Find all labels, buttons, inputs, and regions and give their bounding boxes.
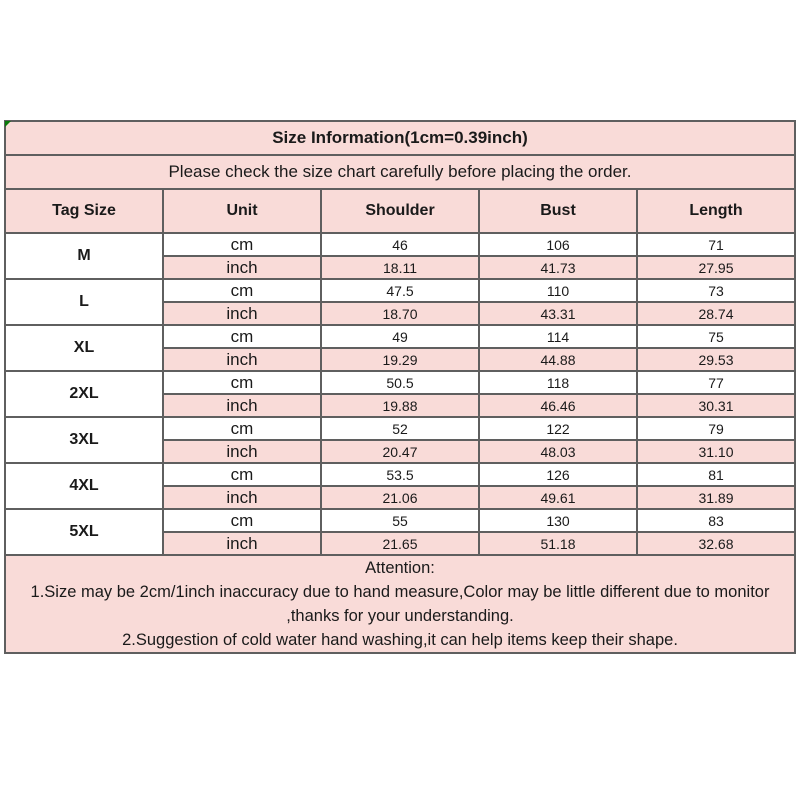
tag-size-4xl: 4XL bbox=[5, 463, 163, 509]
value-bust: 46.46 bbox=[479, 394, 637, 417]
value-length: 71 bbox=[637, 233, 795, 256]
row-5xl-cm bbox=[5, 509, 795, 532]
unit-label: cm bbox=[163, 371, 321, 394]
value-shoulder: 50.5 bbox=[321, 371, 479, 394]
attention-block bbox=[5, 555, 795, 653]
value-length: 83 bbox=[637, 509, 795, 532]
value-bust: 106 bbox=[479, 233, 637, 256]
value-length: 81 bbox=[637, 463, 795, 486]
tag-size-m: M bbox=[5, 233, 163, 279]
value-length: 75 bbox=[637, 325, 795, 348]
value-length: 32.68 bbox=[637, 532, 795, 555]
column-header-bust: Bust bbox=[479, 189, 637, 233]
value-shoulder: 52 bbox=[321, 417, 479, 440]
value-bust: 51.18 bbox=[479, 532, 637, 555]
value-shoulder: 20.47 bbox=[321, 440, 479, 463]
column-header-shoulder: Shoulder bbox=[321, 189, 479, 233]
unit-label: cm bbox=[163, 463, 321, 486]
value-bust: 114 bbox=[479, 325, 637, 348]
row-xl-cm bbox=[5, 325, 795, 348]
unit-label: inch bbox=[163, 348, 321, 371]
value-shoulder: 18.11 bbox=[321, 256, 479, 279]
column-header-length: Length bbox=[637, 189, 795, 233]
attention-row bbox=[5, 555, 795, 653]
value-shoulder: 47.5 bbox=[321, 279, 479, 302]
tag-size-2xl: 2XL bbox=[5, 371, 163, 417]
unit-label: inch bbox=[163, 302, 321, 325]
unit-label: inch bbox=[163, 394, 321, 417]
column-header-row bbox=[5, 189, 795, 233]
row-m-cm bbox=[5, 233, 795, 256]
value-shoulder: 21.06 bbox=[321, 486, 479, 509]
attention-line-1: 1.Size may be 2cm/1inch inaccuracy due to hand measure,Color may be little different due to monitor bbox=[30, 583, 770, 601]
value-bust: 130 bbox=[479, 509, 637, 532]
table-subtitle: Please check the size chart carefully before placing the order. bbox=[5, 155, 795, 189]
value-shoulder: 21.65 bbox=[321, 532, 479, 555]
row-2xl-cm bbox=[5, 371, 795, 394]
value-length: 79 bbox=[637, 417, 795, 440]
unit-label: cm bbox=[163, 417, 321, 440]
unit-label: inch bbox=[163, 256, 321, 279]
tag-size-l: L bbox=[5, 279, 163, 325]
size-table bbox=[4, 120, 796, 654]
value-shoulder: 19.88 bbox=[321, 394, 479, 417]
tag-size-3xl: 3XL bbox=[5, 417, 163, 463]
attention-line-2: ,thanks for your understanding. bbox=[286, 607, 514, 625]
attention-line-3: 2.Suggestion of cold water hand washing,it can help items keep their shape. bbox=[122, 631, 678, 649]
value-bust: 110 bbox=[479, 279, 637, 302]
column-header-unit: Unit bbox=[163, 189, 321, 233]
table-subtitle-row bbox=[5, 155, 795, 189]
value-shoulder: 19.29 bbox=[321, 348, 479, 371]
value-shoulder: 49 bbox=[321, 325, 479, 348]
row-3xl-cm bbox=[5, 417, 795, 440]
value-bust: 43.31 bbox=[479, 302, 637, 325]
value-shoulder: 18.70 bbox=[321, 302, 479, 325]
value-length: 31.89 bbox=[637, 486, 795, 509]
value-shoulder: 55 bbox=[321, 509, 479, 532]
row-4xl-cm bbox=[5, 463, 795, 486]
column-header-tag-size: Tag Size bbox=[5, 189, 163, 233]
value-bust: 44.88 bbox=[479, 348, 637, 371]
value-bust: 49.61 bbox=[479, 486, 637, 509]
table-title-row bbox=[5, 121, 795, 155]
value-bust: 126 bbox=[479, 463, 637, 486]
tag-size-xl: XL bbox=[5, 325, 163, 371]
size-table-container bbox=[4, 120, 796, 654]
value-length: 73 bbox=[637, 279, 795, 302]
value-bust: 41.73 bbox=[479, 256, 637, 279]
unit-label: cm bbox=[163, 233, 321, 256]
value-shoulder: 46 bbox=[321, 233, 479, 256]
unit-label: cm bbox=[163, 279, 321, 302]
green-corner-artifact bbox=[5, 121, 11, 127]
unit-label: inch bbox=[163, 440, 321, 463]
unit-label: cm bbox=[163, 325, 321, 348]
value-length: 28.74 bbox=[637, 302, 795, 325]
value-length: 30.31 bbox=[637, 394, 795, 417]
value-length: 77 bbox=[637, 371, 795, 394]
value-length: 29.53 bbox=[637, 348, 795, 371]
value-bust: 122 bbox=[479, 417, 637, 440]
value-bust: 48.03 bbox=[479, 440, 637, 463]
tag-size-5xl: 5XL bbox=[5, 509, 163, 555]
value-shoulder: 53.5 bbox=[321, 463, 479, 486]
unit-label: inch bbox=[163, 532, 321, 555]
value-length: 31.10 bbox=[637, 440, 795, 463]
value-bust: 118 bbox=[479, 371, 637, 394]
row-l-cm bbox=[5, 279, 795, 302]
table-title: Size Information(1cm=0.39inch) bbox=[5, 121, 795, 155]
value-length: 27.95 bbox=[637, 256, 795, 279]
unit-label: cm bbox=[163, 509, 321, 532]
attention-heading: Attention: bbox=[365, 559, 435, 577]
unit-label: inch bbox=[163, 486, 321, 509]
